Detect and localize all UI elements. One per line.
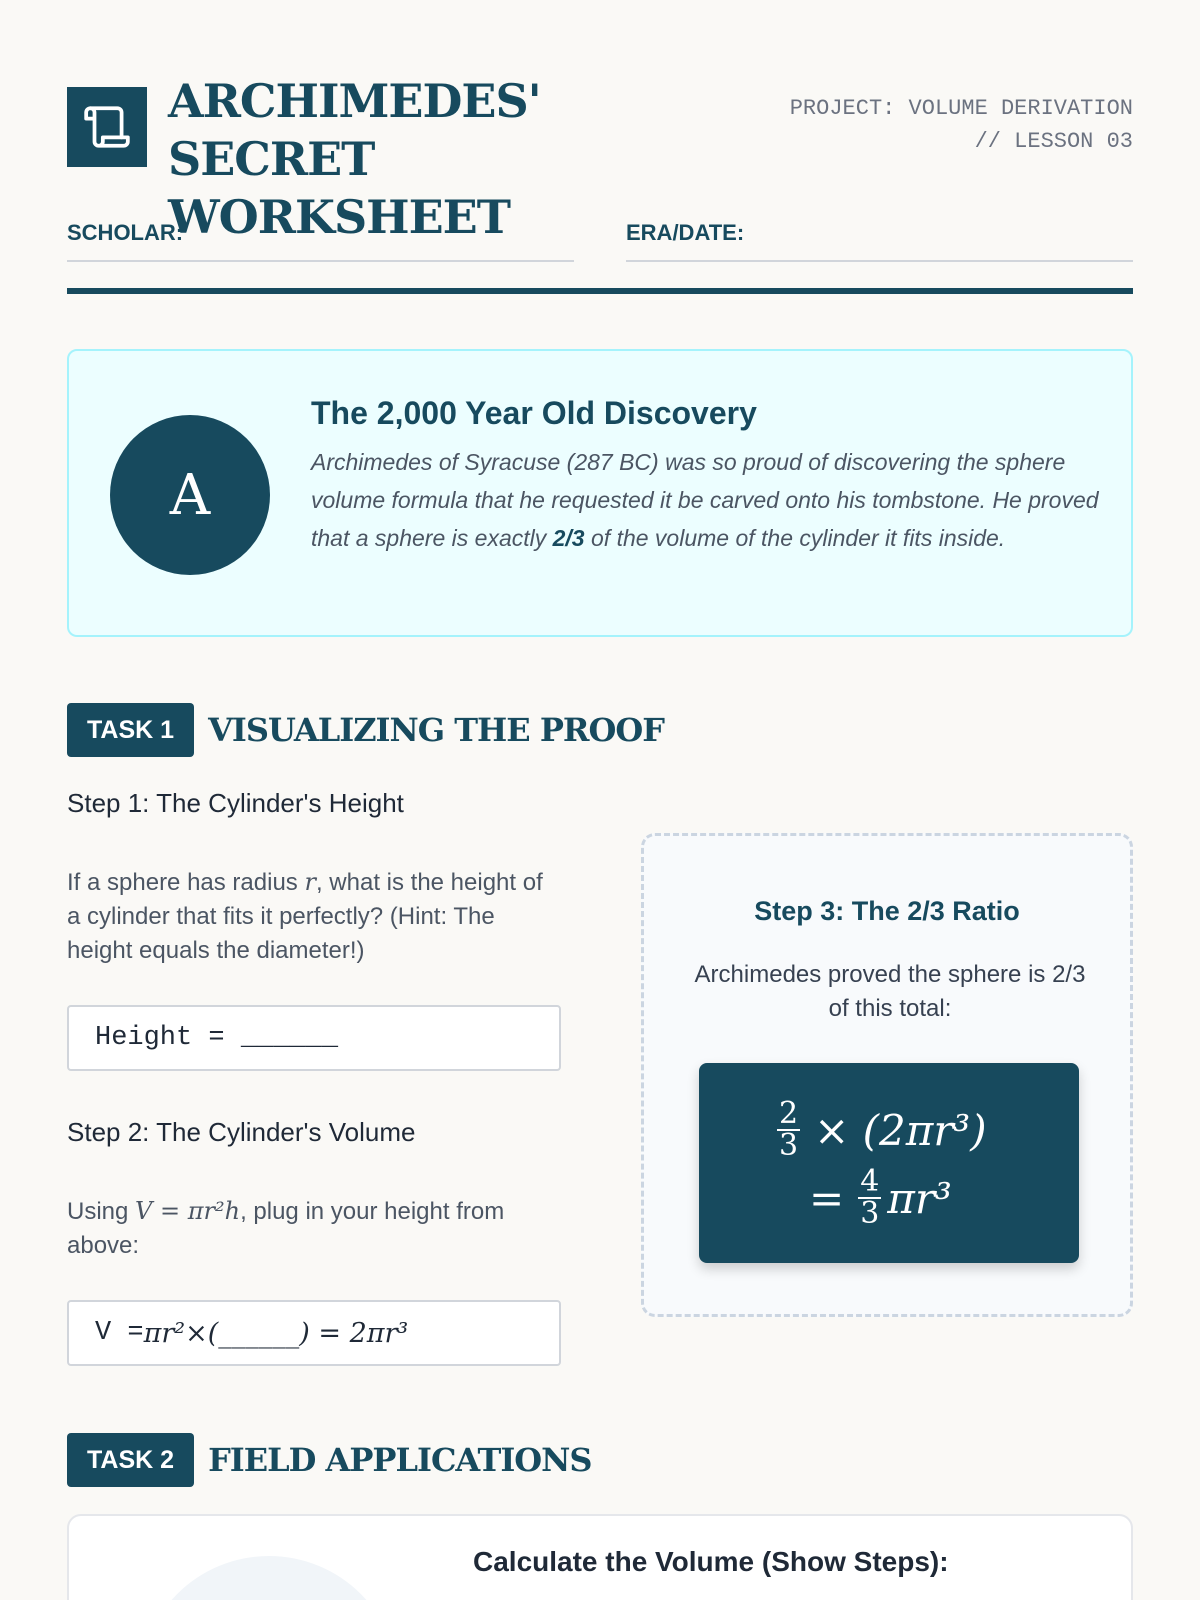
- page-title: ARCHIMEDES' SECRET WORKSHEET: [168, 74, 541, 244]
- field-application-card: [67, 1514, 1133, 1600]
- ratio-card: [641, 833, 1133, 1317]
- task2-title: FIELD APPLICATIONS: [208, 1441, 592, 1479]
- intro-title: The 2,000 Year Old Discovery: [311, 395, 757, 431]
- step1-title: Step 1: The Cylinder's Height: [67, 788, 404, 818]
- archimedes-avatar: A: [110, 415, 270, 575]
- step3-text: Archimedes proved the sphere is 2/3 of this total:: [694, 961, 1086, 1022]
- scholar-field[interactable]: [67, 218, 574, 262]
- scholar-label: SCHOLAR:: [67, 220, 184, 245]
- task2-header: [67, 1433, 592, 1487]
- task1-header: [67, 703, 664, 757]
- calculate-volume-title: Calculate the Volume (Show Steps):: [473, 1546, 949, 1577]
- step3-title: Step 3: The 2/3 Ratio: [754, 896, 1020, 926]
- intro-card: [67, 349, 1133, 637]
- project-label: PROJECT: VOLUME DERIVATION // LESSON 03: [789, 96, 1133, 154]
- volume-answer-box[interactable]: V = πr²×(______) = 2πr³: [67, 1300, 561, 1366]
- fraction-four-thirds: $\frac{4}{3}$: [860, 1164, 880, 1231]
- step2-text: Using V = πr²h, plug in your height from above:: [67, 1197, 505, 1259]
- height-answer-box[interactable]: Height = ______: [67, 1005, 561, 1071]
- header-divider: [67, 288, 1133, 294]
- task1-badge: TASK 1: [67, 703, 194, 757]
- ratio-formula: $\frac{2}{3}$ × (2πr³) = $\frac{4}{3}$ πr³: [699, 1063, 1079, 1263]
- sphere-illustration: [139, 1556, 399, 1600]
- date-label: ERA/DATE:: [626, 220, 745, 245]
- step1-text: If a sphere has radius r, what is the height of a cylinder that fits it perfectly? (Hint: The height equals the diameter!): [67, 868, 543, 964]
- date-field[interactable]: [626, 218, 1133, 262]
- task1-title: VISUALIZING THE PROOF: [208, 711, 664, 749]
- task2-badge: TASK 2: [67, 1433, 194, 1487]
- intro-text: Archimedes of Syracuse (287 BC) was so proud of discovering the sphere volume formula that he requested it be carved onto his tombstone. He proved that a sphere is exactly 2/3 of the volume of the cylinder it fits inside.: [311, 449, 1099, 551]
- scroll-icon: [67, 87, 147, 167]
- step2-title: Step 2: The Cylinder's Volume: [67, 1117, 416, 1147]
- fraction-two-thirds: $\frac{2}{3}$: [779, 1096, 799, 1163]
